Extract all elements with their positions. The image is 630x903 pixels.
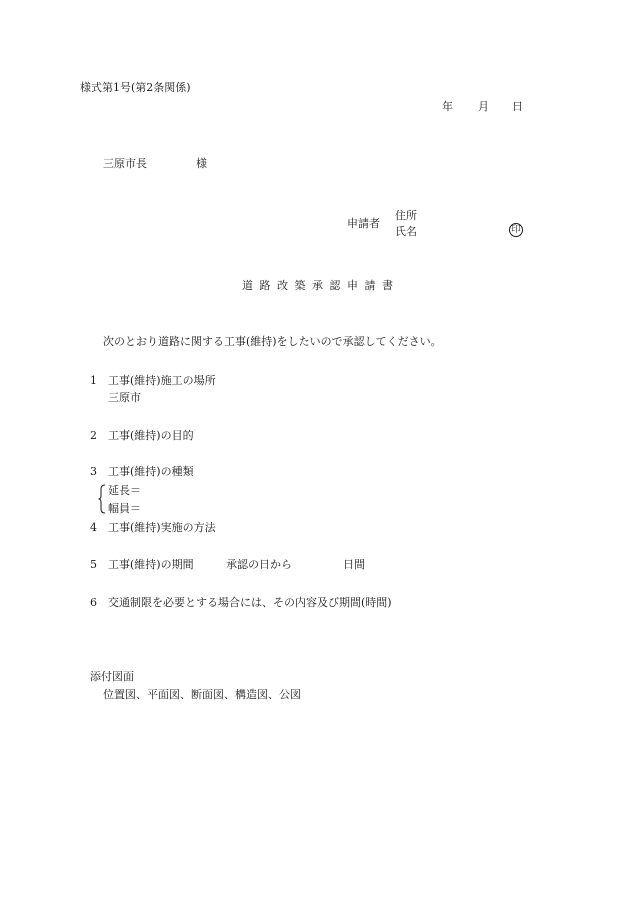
item-3-width: 幅員＝: [108, 502, 141, 515]
seal-mark: 印: [509, 223, 523, 237]
addressee-name: 三原市長: [103, 157, 147, 170]
item-3-number: 3: [90, 465, 97, 478]
applicant-name-label: 氏名: [395, 225, 417, 238]
item-6-label: 交通制限を必要とする場合には、その内容及び期間(時間): [108, 596, 392, 609]
item-4-label: 工事(維持)実施の方法: [108, 521, 216, 534]
form-number: 様式第1号(第2条関係): [80, 81, 191, 94]
intro-text: 次のとおり道路に関する工事(維持)をしたいので承認してください。: [103, 335, 442, 348]
document-title: 道路改築承認申請書: [242, 279, 400, 292]
addressee-honorific: 様: [196, 157, 207, 170]
item-3-length: 延長＝: [108, 484, 141, 497]
item-2-label: 工事(維持)の目的: [108, 429, 194, 442]
attachments-heading: 添付図面: [90, 670, 134, 683]
date-month-label: 月: [478, 100, 489, 113]
item-6-number: 6: [90, 596, 97, 609]
applicant-label: 申請者: [347, 217, 380, 230]
item-1-label: 工事(維持)施工の場所: [108, 374, 216, 387]
date-day-label: 日: [512, 100, 523, 113]
item-5-from-text: 承認の日から: [226, 558, 292, 571]
date-year-label: 年: [442, 100, 453, 113]
item-4-number: 4: [90, 521, 97, 534]
item-5-unit: 日間: [343, 558, 365, 571]
applicant-address-label: 住所: [395, 209, 417, 222]
item-1-number: 1: [90, 374, 97, 387]
item-3-label: 工事(維持)の種類: [108, 465, 194, 478]
item-5-number: 5: [90, 558, 97, 571]
left-brace-icon: [98, 484, 106, 514]
item-1-value: 三原市: [108, 391, 141, 404]
attachments-list: 位置図、平面図、断面図、構造図、公図: [103, 688, 301, 701]
item-2-number: 2: [90, 429, 97, 442]
item-5-label: 工事(維持)の期間: [108, 558, 194, 571]
